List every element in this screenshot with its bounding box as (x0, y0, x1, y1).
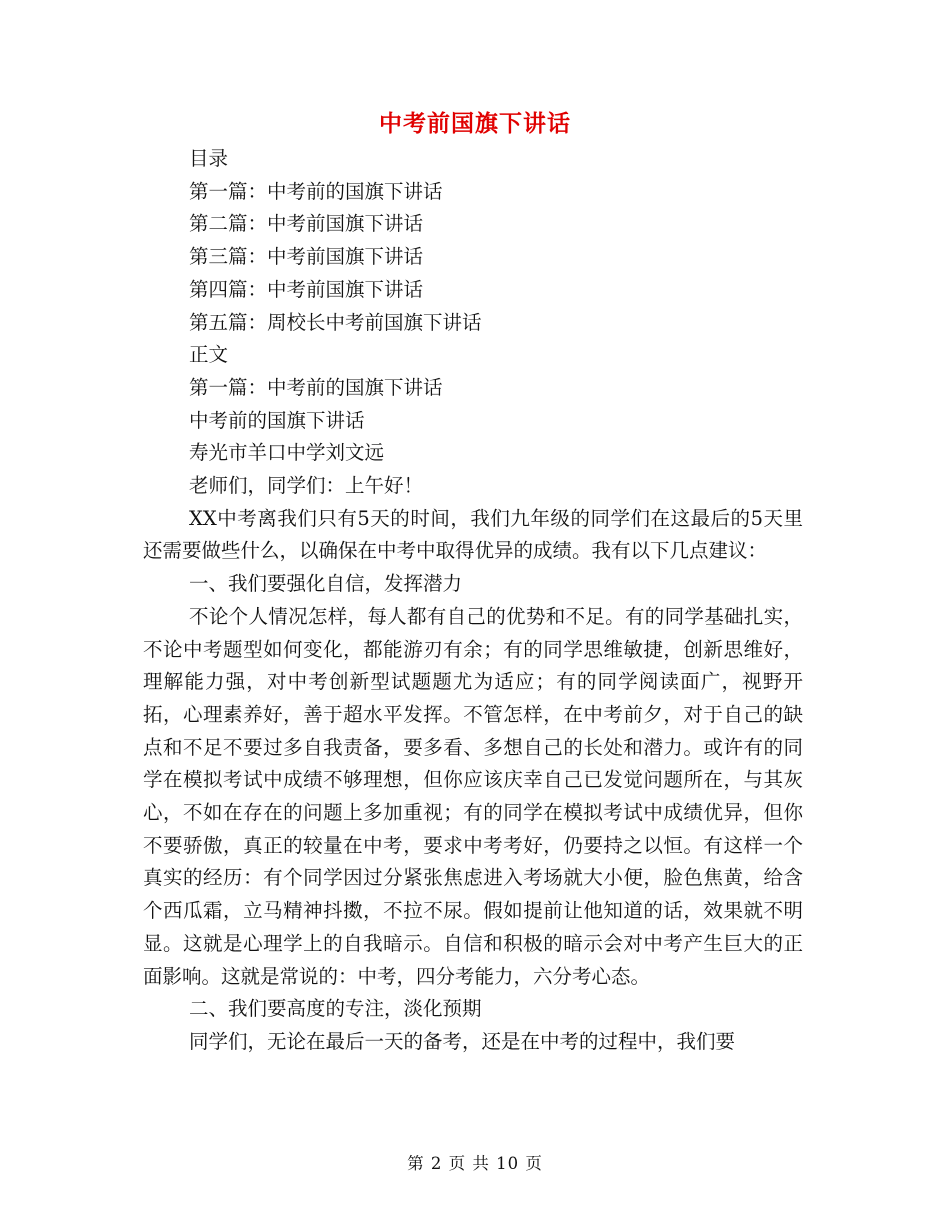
toc-item-3: 第三篇：中考前国旗下讲话 (189, 245, 424, 269)
toc-item-5: 第五篇：周校长中考前国旗下讲话 (189, 310, 482, 334)
document-body (143, 143, 803, 1059)
chapter-heading: 第一篇：中考前的国旗下讲话 (189, 375, 443, 399)
toc-item-1: 第一篇：中考前的国旗下讲话 (189, 179, 443, 203)
paragraph-section-1: 不论个人情况怎样，每人都有自己的优势和不足。有的同学基础扎实，不论中考题型如何变化，都能游刃有余；有的同学思维敏捷，创新思维好，理解能力强，对中考创新型试题题尤为适应；有的同学阅读面广，视野开拓，心理素养好，善于超水平发挥。不管怎样，在中考前夕，对于自己的缺点和不足不要过多自我责备，要多看、多想自己的长处和潜力。或许有的同学在模拟考试中成绩不够理想，但你应该庆幸自己已发觉问题所在，与其灰心，不如在存在的问题上多加重视；有的同学在模拟考试中成绩优异，但你不要骄傲，真正的较量在中考，要求中考考好，仍要持之以恒。有这样一个真实的经历：有个同学因过分紧张焦虑进入考场就大小便，脸色焦黄，给含个西瓜霜，立马精神抖擞，不拉不尿。假如提前让他知道的话，效果就不明显。这就是心理学上的自我暗示。自信和积极的暗示会对中考产生巨大的正面影响。这就是常说的：中考，四分考能力，六分考心态。 (143, 604, 803, 988)
paragraph-intro: XX中考离我们只有5天的时间，我们九年级的同学们在这最后的5天里还需要做些什么，以确保在中考中取得优异的成绩。我有以下几点建议： (143, 506, 803, 563)
section-heading-1: 一、我们要强化自信，发挥潜力 (189, 572, 463, 596)
paragraph-section-2: 同学们，无论在最后一天的备考，还是在中考的过程中，我们要 (189, 1029, 736, 1053)
document-title: 中考前国旗下讲话 (379, 110, 571, 137)
toc-heading: 目录 (189, 147, 229, 170)
author-line: 寿光市羊口中学刘文远 (189, 441, 385, 465)
toc-item-2: 第二篇：中考前国旗下讲话 (189, 212, 424, 236)
page-footer: 第 2 页 共 10 页 (407, 1154, 543, 1173)
toc-item-4: 第四篇：中考前国旗下讲话 (189, 277, 424, 301)
section-heading-2: 二、我们要高度的专注，淡化预期 (189, 997, 482, 1021)
greeting-line: 老师们，同学们：上午好！ (189, 474, 424, 498)
speech-title: 中考前的国旗下讲话 (189, 408, 365, 432)
body-heading: 正文 (189, 343, 229, 367)
